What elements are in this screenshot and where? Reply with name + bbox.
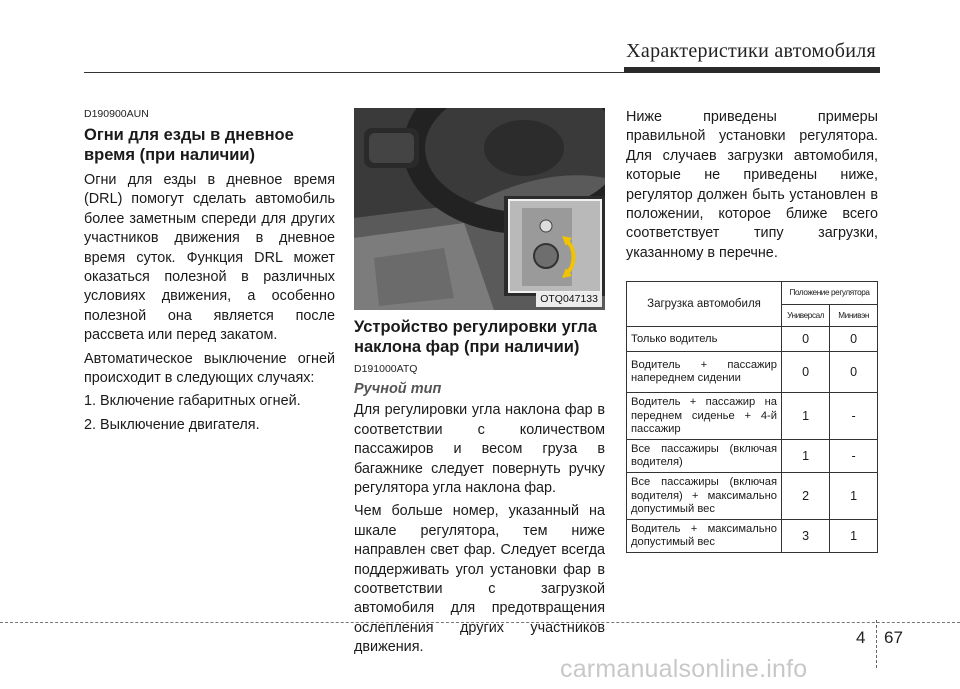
dashboard-illustration — [354, 108, 605, 310]
dashboard-photo — [354, 108, 605, 310]
section-code: D190900AUN — [84, 108, 149, 120]
table-cell-minivan: 1 — [830, 520, 878, 553]
section-code-leveling: D191000ATQ — [354, 363, 418, 375]
footer-page-number: 67 — [884, 628, 903, 647]
list-item-2: 2. Выключение двигателя. — [84, 416, 260, 433]
table-row — [627, 520, 878, 553]
table-cell-load: Водитель + пассажир напереднем сидении — [627, 352, 782, 393]
table-cell-load: Водитель + пассажир на переднем сиденье + 4-й пассажир — [627, 393, 782, 440]
photo-caption: OTQ047133 — [536, 292, 602, 307]
table-cell-load: Все пассажиры (включая водителя) + максимально допустимый вес — [627, 473, 782, 520]
paragraph-examples-intro: Ниже приведены примеры правильной установки регулятора. Для случаев загрузки автомобиля, которые не приведены ниже, регулятор должен быть установлен в положении, которое ближе всего соответствует типу загрузки, указанному в перечне. — [626, 109, 878, 261]
table-header-load: Загрузка автомобиля — [627, 282, 782, 327]
table-cell-minivan: - — [830, 393, 878, 440]
paragraph-drl-description: Огни для езды в дневное время (DRL) помогут сделать автомобиль более заметным спереди для других участников движения в дневное время суток. Функция DRL может оказаться полезной в различных условиях движения, а особенно полезной она является после рассвета или перед закатом. — [84, 172, 335, 344]
table-cell-universal: 1 — [782, 393, 830, 440]
table-row — [627, 473, 878, 520]
column-examples — [626, 108, 878, 553]
column-drl — [84, 108, 335, 439]
table-row — [627, 393, 878, 440]
table-cell-minivan: - — [830, 440, 878, 473]
table-header-minivan: Минивэн — [830, 304, 878, 327]
table-header-universal: Универсал — [782, 304, 830, 327]
paragraph-leveling-how: Для регулировки угла наклона фар в соответствии с количеством пассажиров и весом груза в багажнике следует повернуть ручку регулятора угла наклона фар. — [354, 402, 605, 497]
table-row — [627, 440, 878, 473]
table-cell-universal: 3 — [782, 520, 830, 553]
table-cell-universal: 2 — [782, 473, 830, 520]
table-cell-load: Все пассажиры (включая водителя) — [627, 440, 782, 473]
table-row — [627, 352, 878, 393]
paragraph-drl-auto-off: Автоматическое выключение огней происходит в следующих случаях: — [84, 350, 335, 387]
list-item-1: 1. Включение габаритных огней. — [84, 393, 301, 410]
table-header-row — [627, 282, 878, 305]
paragraph-leveling-numbers: Чем больше номер, указанный на шкале регулятора, тем ниже направлен свет фар. Следует всегда поддерживать угол установки фар в соответствии с загрузкой автомобиля для предотвращения ослепления других участников движения. — [354, 503, 605, 656]
table-cell-minivan: 0 — [830, 352, 878, 393]
section-heading-leveling: Устройство регулировки угла наклона фар (при наличии) — [354, 318, 597, 356]
footer-section-number: 4 — [856, 628, 866, 647]
watermark-text: carmanualsonline.info — [560, 655, 808, 683]
leveling-table — [626, 281, 878, 553]
subheading-manual: Ручной тип — [354, 381, 442, 397]
table-cell-load: Водитель + максимально допустимый вес — [627, 520, 782, 553]
table-cell-universal: 1 — [782, 440, 830, 473]
table-header-position: Положение регулятора — [782, 282, 878, 305]
table-cell-universal: 0 — [782, 352, 830, 393]
table-cell-load: Только водитель — [627, 327, 782, 352]
footer-separator — [876, 620, 878, 668]
header-rule-accent — [624, 67, 880, 73]
table-cell-minivan: 0 — [830, 327, 878, 352]
page-header-title: Характеристики автомобиля — [626, 40, 876, 62]
table-cell-minivan: 1 — [830, 473, 878, 520]
table-row — [627, 327, 878, 352]
table-cell-universal: 0 — [782, 327, 830, 352]
section-heading-drl: Огни для езды в дневное время (при наличии) — [84, 126, 294, 164]
footer-rule — [0, 622, 960, 623]
column-headlight-leveling — [354, 108, 605, 662]
